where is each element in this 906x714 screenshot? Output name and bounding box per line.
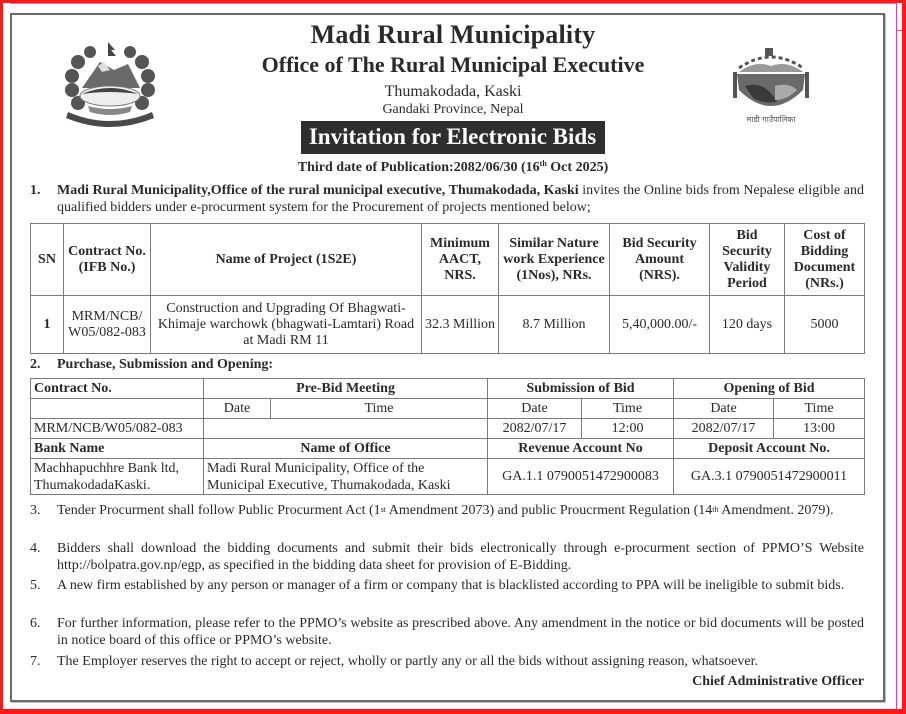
cell-validity: 120 days <box>710 296 785 354</box>
cell-doc-cost: 5000 <box>785 296 865 354</box>
frame-bottom-border <box>0 709 906 714</box>
hdr-pre-bid-time: Time <box>271 399 488 419</box>
cell-project-name: Construction and Upgrading Of Bhagwati-Khimaje warchowk (bhagwati-Lamtari) Road at Madi RM 11 <box>151 296 422 354</box>
hdr-opening: Opening of Bid <box>674 379 865 399</box>
table-row <box>31 296 865 354</box>
section-1-lead: Madi Rural Municipality,Office of the rural municipal executive, Thumakodada, Kaski <box>57 183 579 198</box>
col-min-aact: Minimum AACT, NRS. <box>422 224 499 296</box>
hdr-pre-bid: Pre-Bid Meeting <box>204 379 488 399</box>
section-1-text: invites the Online bids from Nepalese eligible and qualified bidders under e-procurment system for the Procurement of projects mentioned below; <box>57 183 865 215</box>
cell-pre-bid <box>204 419 488 439</box>
col-doc-cost: Cost of Bidding Document (NRs.) <box>785 224 865 296</box>
cell-sn: 1 <box>31 296 64 354</box>
col-validity: Bid Security Validity Period <box>710 224 785 296</box>
cell-opening-time: 13:00 <box>774 419 865 439</box>
cell-contract-no: MRM/NCB/W05/082-083 <box>31 419 204 439</box>
cell-deposit-account: GA.3.1 0790051472900011 <box>674 459 865 495</box>
cell-bid-security: 5,40,000.00/- <box>610 296 710 354</box>
location-text: Thumakodada, Kaski <box>384 83 522 100</box>
col-sn: SN <box>31 224 64 296</box>
hdr-submission-time: Time <box>582 399 674 419</box>
cell-submission-time: 12:00 <box>582 419 674 439</box>
section-2-title: Purchase, Submission and Opening: <box>57 357 274 372</box>
frame-top-inner-line <box>10 3 896 4</box>
publication-date: Third date of Publication:2082/06/30 (16th Oct 2025) <box>297 159 609 175</box>
schedule-table <box>30 378 865 495</box>
right-logo-caption: माडी गाउँपालिका <box>746 115 796 124</box>
bank-header-row <box>31 439 865 459</box>
hdr-blank <box>31 399 204 419</box>
cell-opening-date: 2082/07/17 <box>674 419 774 439</box>
signature-title: Chief Administrative Officer <box>692 674 864 689</box>
cell-revenue-account: GA.1.1 0790051472900083 <box>488 459 674 495</box>
office-title: Office of The Rural Municipal Executive <box>261 52 645 77</box>
table-row <box>31 419 865 439</box>
cell-bank-name: Machhapuchhre Bank ltd, ThumakodadaKaski. <box>31 459 204 495</box>
projects-table-header <box>31 224 865 296</box>
hdr-submission: Submission of Bid <box>488 379 674 399</box>
municipality-title: Madi Rural Municipality <box>310 20 596 49</box>
col-project-name: Name of Project (1S2E) <box>151 224 422 296</box>
cell-contract-no: MRM/NCB/ W05/082-083 <box>64 296 151 354</box>
schedule-header-row <box>31 379 865 399</box>
hdr-contract-no: Contract No. <box>31 379 204 399</box>
projects-table <box>30 223 865 354</box>
hdr-opening-time: Time <box>774 399 865 419</box>
hdr-deposit-account: Deposit Account No. <box>674 439 865 459</box>
hdr-pre-bid-date: Date <box>204 399 271 419</box>
hdr-bank-name: Bank Name <box>31 439 204 459</box>
col-bid-security: Bid Security Amount (NRS). <box>610 224 710 296</box>
province-text: Gandaki Province, Nepal <box>382 102 524 117</box>
hdr-office-name: Name of Office <box>204 439 488 459</box>
col-contract-no: Contract No. (IFB No.) <box>64 224 151 296</box>
col-similar-experience: Similar Nature work Experience (1Nos), NRs. <box>499 224 610 296</box>
hdr-opening-date: Date <box>674 399 774 419</box>
cell-submission-date: 2082/07/17 <box>488 419 582 439</box>
cell-min-aact: 32.3 Million <box>422 296 499 354</box>
cell-similar-experience: 8.7 Million <box>499 296 610 354</box>
hdr-submission-date: Date <box>488 399 582 419</box>
hdr-revenue-account: Revenue Account No <box>488 439 674 459</box>
notice-banner: Invitation for Electronic Bids <box>301 121 605 154</box>
schedule-subheader-row <box>31 399 865 419</box>
table-row <box>31 459 865 495</box>
cell-office-name: Madi Rural Municipality, Office of the Municipal Executive, Thumakodada, Kaski <box>204 459 488 495</box>
